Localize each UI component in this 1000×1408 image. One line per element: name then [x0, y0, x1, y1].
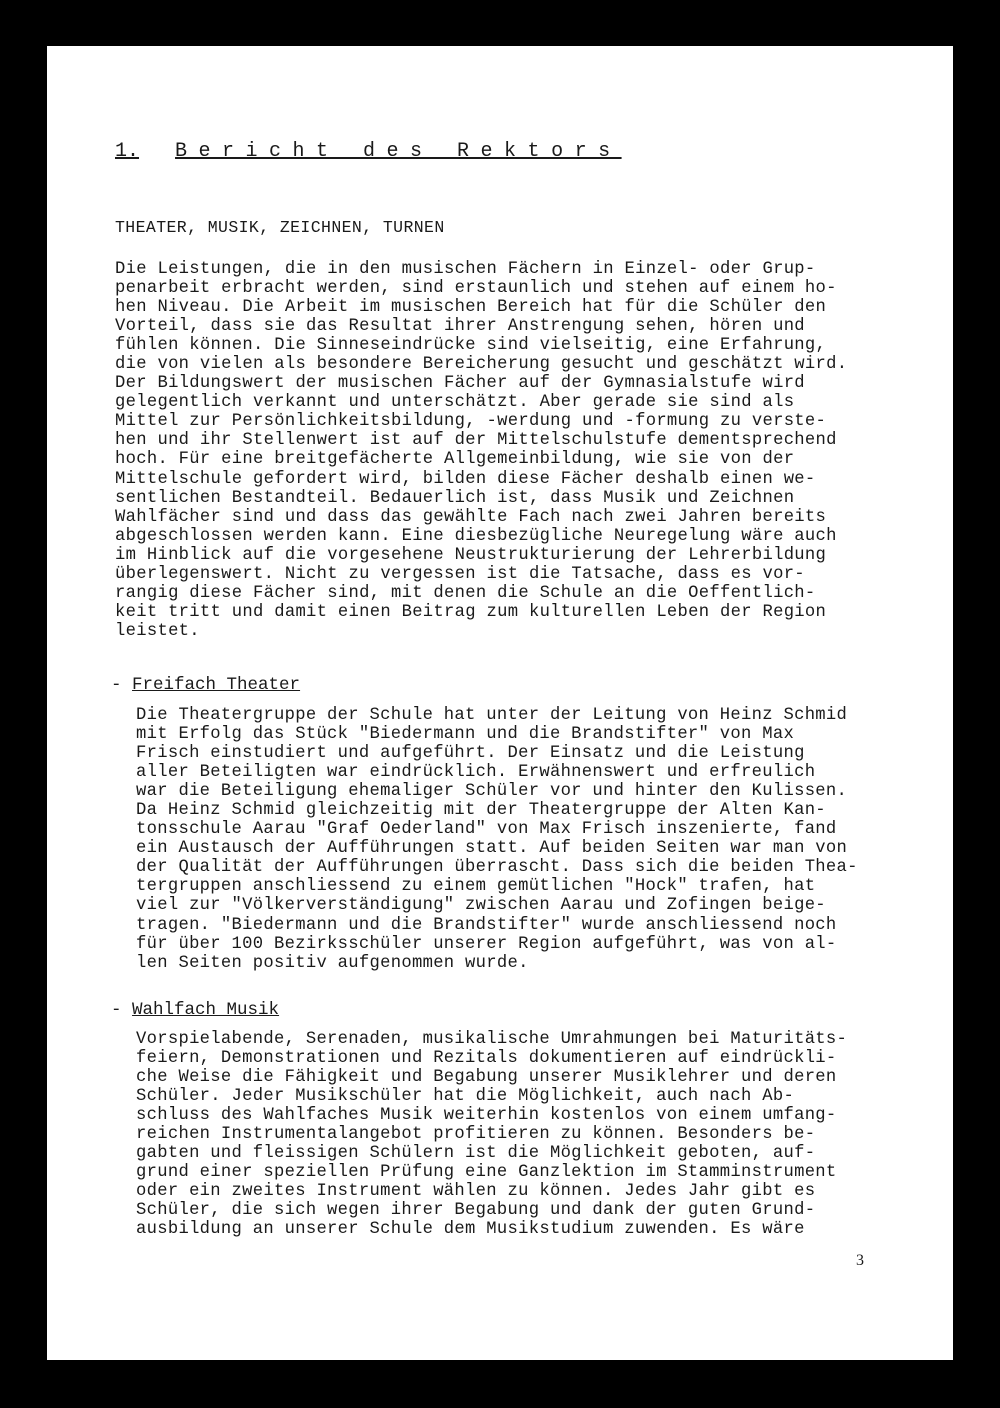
text-line: tragen. "Biedermann und die Brandstifter" wurde anschliessend noch	[136, 915, 837, 935]
text-line: sentlichen Bestandteil. Bedauerlich ist, dass Musik und Zeichnen	[115, 488, 795, 508]
list-dash: -	[111, 675, 122, 695]
text-line: mit Erfolg das Stück "Biedermann und die Brandstifter" von Max	[136, 725, 795, 745]
text-line: war die Beteiligung ehemaliger Schüler vor und hinter den Kulissen.	[136, 782, 848, 802]
text-line: die von vielen als besondere Bereicherung gesucht und geschätzt wird.	[115, 355, 848, 375]
text-line: leistet.	[115, 621, 200, 641]
text-line: rangig diese Fächer sind, mit denen die Schule an die Oeffentlich-	[115, 583, 816, 603]
text-line: Die Theatergruppe der Schule hat unter der Leitung von Heinz Schmid	[136, 706, 848, 725]
text-line: gabten und fleissigen Schülern ist die Möglichkeit geboten, auf-	[136, 1144, 816, 1164]
musik-paragraph	[136, 1030, 847, 1240]
text-line: feiern, Demonstrationen und Rezitals dokumentieren auf eindrückli-	[136, 1049, 837, 1069]
text-line: Wahlfächer sind und dass das gewählte Fach nach zwei Jahren bereits	[115, 507, 827, 527]
text-line: che Weise die Fähigkeit und Begabung unserer Musiklehrer und deren	[136, 1068, 837, 1088]
text-line: aller Beteiligten war eindrücklich. Erwähnenswert und erfreulich	[136, 763, 816, 783]
text-line: Mittelschule gefordert wird, bilden diese Fächer deshalb einen we-	[115, 469, 816, 489]
text-line: grund einer speziellen Prüfung eine Ganzlektion im Stamminstrument	[136, 1163, 837, 1183]
text-line: reichen Instrumentalangebot profitieren zu können. Besonders be-	[136, 1125, 816, 1145]
text-line: im Hinblick auf die vorgesehene Neustrukturierung der Lehrerbildung	[115, 545, 827, 565]
text-line: Da Heinz Schmid gleichzeitig mit der Theatergruppe der Alten Kan-	[136, 801, 826, 821]
text-line: penarbeit erbracht werden, sind erstaunlich und stehen auf einem ho-	[115, 279, 837, 299]
intro-paragraph	[115, 260, 847, 641]
section-heading: THEATER, MUSIK, ZEICHNEN, TURNEN	[115, 218, 445, 237]
text-line: tonsschule Aarau "Graf Oederland" von Max Frisch inszenierte, fand	[136, 820, 837, 840]
subsection-heading-musik	[111, 1000, 279, 1020]
text-line: Der Bildungswert der musischen Fächer auf der Gymnasialstufe wird	[115, 374, 805, 394]
text-line: der Qualität der Aufführungen überrascht. Dass sich die beiden Thea-	[136, 858, 858, 878]
text-line: ein Austausch der Aufführungen statt. Auf beiden Seiten war man von	[136, 839, 848, 859]
text-line: Vorspielabende, Serenaden, musikalische Umrahmungen bei Maturitäts-	[136, 1030, 848, 1049]
text-line: hoch. Für eine breitgefächerte Allgemeinbildung, wie sie von der	[115, 450, 795, 470]
chapter-number: 1.	[115, 140, 140, 163]
subsection-title: Wahlfach Musik	[132, 1000, 280, 1020]
document-page	[47, 46, 953, 1360]
text-line: ausbildung an unserer Schule dem Musikstudium zuwenden. Es wäre	[136, 1220, 805, 1240]
text-line: keit tritt und damit einen Beitrag zum kulturellen Leben der Region	[115, 602, 827, 622]
text-line: Mittel zur Persönlichkeitsbildung, -werdung und -formung zu verste-	[115, 412, 827, 432]
page-number: 3	[856, 1252, 864, 1269]
text-line: Frisch einstudiert und aufgeführt. Der Einsatz und die Leistung	[136, 744, 805, 764]
text-line: Die Leistungen, die in den musischen Fächern in Einzel- oder Grup-	[115, 260, 816, 279]
text-line: abgeschlossen werden kann. Eine diesbezügliche Neuregelung wäre auch	[115, 526, 837, 546]
text-line: Schüler, die sich wegen ihrer Begabung und dank der guten Grund-	[136, 1201, 816, 1221]
text-line: schluss des Wahlfaches Musik weiterhin kostenlos von einem umfang-	[136, 1106, 837, 1126]
text-line: Vorteil, dass sie das Resultat ihrer Anstrengung sehen, hören und	[115, 317, 805, 337]
theater-paragraph	[136, 706, 858, 973]
text-line: Schüler. Jeder Musikschüler hat die Möglichkeit, auch nach Ab-	[136, 1087, 795, 1107]
text-line: gelegentlich verkannt und unterschätzt. Aber gerade sie sind als	[115, 393, 795, 413]
chapter-title-text: Bericht des Rektors	[175, 140, 622, 163]
chapter-title	[115, 140, 622, 163]
text-line: überlegenswert. Nicht zu vergessen ist die Tatsache, dass es vor-	[115, 564, 805, 584]
text-line: tergruppen anschliessend zu einem gemütlichen "Hock" trafen, hat	[136, 877, 816, 897]
text-line: viel zur "Völkerverständigung" zwischen Aarau und Zofingen beige-	[136, 896, 826, 916]
text-line: hen Niveau. Die Arbeit im musischen Bereich hat für die Schüler den	[115, 298, 827, 318]
subsection-heading-theater	[111, 675, 300, 695]
text-line: oder ein zweites Instrument wählen zu können. Jedes Jahr gibt es	[136, 1182, 816, 1202]
subsection-title: Freifach Theater	[132, 675, 301, 695]
list-dash: -	[111, 1000, 122, 1020]
text-line: len Seiten positiv aufgenommen wurde.	[136, 953, 529, 973]
text-line: hen und ihr Stellenwert ist auf der Mittelschulstufe dementsprechend	[115, 431, 837, 451]
text-line: fühlen können. Die Sinneseindrücke sind vielseitig, eine Erfahrung,	[115, 336, 827, 356]
text-line: für über 100 Bezirksschüler unserer Region aufgeführt, was von al-	[136, 934, 837, 954]
